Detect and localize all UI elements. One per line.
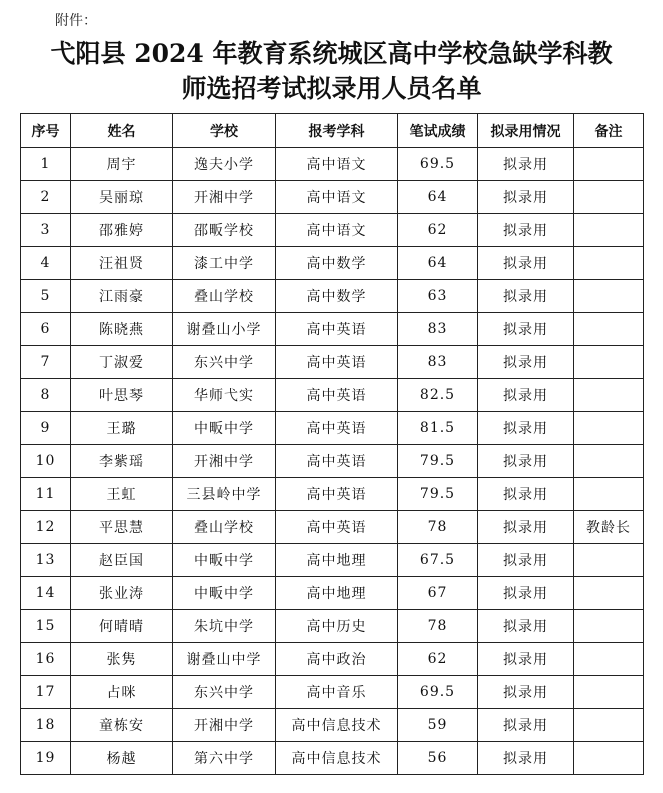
cell-school: 开湘中学 — [173, 445, 276, 478]
cell-school: 华师弋实 — [173, 379, 276, 412]
cell-score: 69.5 — [398, 676, 478, 709]
cell-name: 何晴晴 — [71, 610, 173, 643]
cell-school: 漆工中学 — [173, 247, 276, 280]
cell-name: 赵臣国 — [71, 544, 173, 577]
cell-note — [574, 610, 644, 643]
cell-school: 三县岭中学 — [173, 478, 276, 511]
table-row — [21, 544, 644, 577]
cell-name: 陈晓燕 — [71, 313, 173, 346]
table-row — [21, 280, 644, 313]
cell-note — [574, 709, 644, 742]
cell-score: 56 — [398, 742, 478, 775]
cell-name: 杨越 — [71, 742, 173, 775]
cell-status: 拟录用 — [478, 643, 574, 676]
cell-name: 李紫瑶 — [71, 445, 173, 478]
cell-no: 5 — [21, 280, 71, 313]
table-row — [21, 610, 644, 643]
table-row — [21, 379, 644, 412]
cell-subject: 高中语文 — [276, 214, 398, 247]
cell-score: 62 — [398, 214, 478, 247]
cell-school: 东兴中学 — [173, 346, 276, 379]
cell-no: 1 — [21, 148, 71, 181]
cell-name: 周宇 — [71, 148, 173, 181]
cell-school: 谢叠山小学 — [173, 313, 276, 346]
cell-no: 12 — [21, 511, 71, 544]
cell-status: 拟录用 — [478, 148, 574, 181]
cell-subject: 高中英语 — [276, 313, 398, 346]
candidate-table — [20, 113, 644, 775]
cell-school: 邵畈学校 — [173, 214, 276, 247]
cell-score: 82.5 — [398, 379, 478, 412]
cell-note: 教龄长 — [574, 511, 644, 544]
cell-subject: 高中地理 — [276, 577, 398, 610]
cell-note — [574, 148, 644, 181]
cell-status: 拟录用 — [478, 313, 574, 346]
cell-status: 拟录用 — [478, 412, 574, 445]
cell-subject: 高中语文 — [276, 181, 398, 214]
cell-school: 中畈中学 — [173, 544, 276, 577]
cell-subject: 高中数学 — [276, 247, 398, 280]
cell-status: 拟录用 — [478, 544, 574, 577]
cell-school: 第六中学 — [173, 742, 276, 775]
header-no: 序号 — [21, 114, 71, 148]
cell-status: 拟录用 — [478, 379, 574, 412]
cell-no: 8 — [21, 379, 71, 412]
table-row — [21, 511, 644, 544]
cell-status: 拟录用 — [478, 247, 574, 280]
cell-no: 18 — [21, 709, 71, 742]
cell-status: 拟录用 — [478, 181, 574, 214]
cell-name: 丁淑爱 — [71, 346, 173, 379]
cell-name: 平思慧 — [71, 511, 173, 544]
cell-school: 东兴中学 — [173, 676, 276, 709]
cell-name: 江雨豪 — [71, 280, 173, 313]
cell-note — [574, 181, 644, 214]
table-row — [21, 214, 644, 247]
cell-note — [574, 544, 644, 577]
cell-subject: 高中政治 — [276, 643, 398, 676]
cell-status: 拟录用 — [478, 610, 574, 643]
cell-score: 81.5 — [398, 412, 478, 445]
cell-score: 78 — [398, 610, 478, 643]
cell-subject: 高中数学 — [276, 280, 398, 313]
table-row — [21, 148, 644, 181]
table-row — [21, 412, 644, 445]
cell-status: 拟录用 — [478, 445, 574, 478]
cell-note — [574, 742, 644, 775]
cell-name: 汪祖贤 — [71, 247, 173, 280]
cell-subject: 高中历史 — [276, 610, 398, 643]
cell-subject: 高中语文 — [276, 148, 398, 181]
table-row — [21, 742, 644, 775]
cell-no: 17 — [21, 676, 71, 709]
header-name: 姓名 — [71, 114, 173, 148]
cell-school: 开湘中学 — [173, 181, 276, 214]
cell-name: 童栋安 — [71, 709, 173, 742]
cell-no: 10 — [21, 445, 71, 478]
cell-status: 拟录用 — [478, 742, 574, 775]
cell-name: 王璐 — [71, 412, 173, 445]
cell-school: 谢叠山中学 — [173, 643, 276, 676]
cell-score: 59 — [398, 709, 478, 742]
cell-school: 中畈中学 — [173, 412, 276, 445]
cell-subject: 高中信息技术 — [276, 742, 398, 775]
cell-no: 7 — [21, 346, 71, 379]
cell-school: 叠山学校 — [173, 280, 276, 313]
table-header-row — [21, 114, 644, 148]
cell-no: 14 — [21, 577, 71, 610]
cell-score: 67.5 — [398, 544, 478, 577]
cell-subject: 高中音乐 — [276, 676, 398, 709]
document-title — [0, 36, 663, 106]
cell-note — [574, 280, 644, 313]
cell-score: 79.5 — [398, 478, 478, 511]
cell-status: 拟录用 — [478, 709, 574, 742]
cell-subject: 高中地理 — [276, 544, 398, 577]
cell-status: 拟录用 — [478, 280, 574, 313]
cell-status: 拟录用 — [478, 577, 574, 610]
cell-name: 吴丽琼 — [71, 181, 173, 214]
cell-subject: 高中英语 — [276, 445, 398, 478]
cell-score: 64 — [398, 247, 478, 280]
title-line-2: 师选招考试拟录用人员名单 — [181, 74, 482, 103]
table-row — [21, 247, 644, 280]
cell-score: 62 — [398, 643, 478, 676]
cell-score: 83 — [398, 346, 478, 379]
cell-school: 叠山学校 — [173, 511, 276, 544]
cell-status: 拟录用 — [478, 511, 574, 544]
cell-subject: 高中英语 — [276, 412, 398, 445]
cell-name: 占咪 — [71, 676, 173, 709]
header-status: 拟录用情况 — [478, 114, 574, 148]
cell-status: 拟录用 — [478, 478, 574, 511]
cell-subject: 高中英语 — [276, 346, 398, 379]
cell-name: 邵雅婷 — [71, 214, 173, 247]
cell-score: 83 — [398, 313, 478, 346]
cell-no: 13 — [21, 544, 71, 577]
cell-note — [574, 247, 644, 280]
cell-school: 中畈中学 — [173, 577, 276, 610]
cell-score: 79.5 — [398, 445, 478, 478]
cell-subject: 高中英语 — [276, 511, 398, 544]
table-body — [21, 148, 644, 775]
cell-no: 16 — [21, 643, 71, 676]
cell-score: 64 — [398, 181, 478, 214]
cell-name: 张业涛 — [71, 577, 173, 610]
cell-note — [574, 478, 644, 511]
cell-score: 78 — [398, 511, 478, 544]
cell-no: 6 — [21, 313, 71, 346]
cell-no: 2 — [21, 181, 71, 214]
cell-note — [574, 412, 644, 445]
table-row — [21, 709, 644, 742]
cell-note — [574, 676, 644, 709]
attachment-label: 附件： — [55, 13, 97, 29]
cell-no: 11 — [21, 478, 71, 511]
table-row — [21, 181, 644, 214]
header-note: 备注 — [574, 114, 644, 148]
table-row — [21, 643, 644, 676]
table-row — [21, 676, 644, 709]
table-row — [21, 478, 644, 511]
cell-note — [574, 346, 644, 379]
table-row — [21, 346, 644, 379]
cell-note — [574, 445, 644, 478]
cell-score: 63 — [398, 280, 478, 313]
cell-score: 69.5 — [398, 148, 478, 181]
cell-name: 叶思琴 — [71, 379, 173, 412]
cell-name: 王虹 — [71, 478, 173, 511]
cell-note — [574, 313, 644, 346]
cell-subject: 高中信息技术 — [276, 709, 398, 742]
cell-no: 3 — [21, 214, 71, 247]
cell-note — [574, 577, 644, 610]
cell-note — [574, 214, 644, 247]
table-row — [21, 313, 644, 346]
table-row — [21, 577, 644, 610]
cell-status: 拟录用 — [478, 346, 574, 379]
cell-no: 15 — [21, 610, 71, 643]
cell-no: 9 — [21, 412, 71, 445]
cell-note — [574, 643, 644, 676]
cell-school: 朱坑中学 — [173, 610, 276, 643]
cell-name: 张隽 — [71, 643, 173, 676]
title-line-1: 弋阳县 2024 年教育系统城区高中学校急缺学科教 — [50, 39, 613, 68]
cell-score: 67 — [398, 577, 478, 610]
cell-school: 开湘中学 — [173, 709, 276, 742]
cell-status: 拟录用 — [478, 676, 574, 709]
cell-school: 逸夫小学 — [173, 148, 276, 181]
cell-no: 19 — [21, 742, 71, 775]
cell-note — [574, 379, 644, 412]
cell-status: 拟录用 — [478, 214, 574, 247]
cell-subject: 高中英语 — [276, 379, 398, 412]
header-score: 笔试成绩 — [398, 114, 478, 148]
header-subject: 报考学科 — [276, 114, 398, 148]
cell-subject: 高中英语 — [276, 478, 398, 511]
cell-no: 4 — [21, 247, 71, 280]
table-row — [21, 445, 644, 478]
header-school: 学校 — [173, 114, 276, 148]
